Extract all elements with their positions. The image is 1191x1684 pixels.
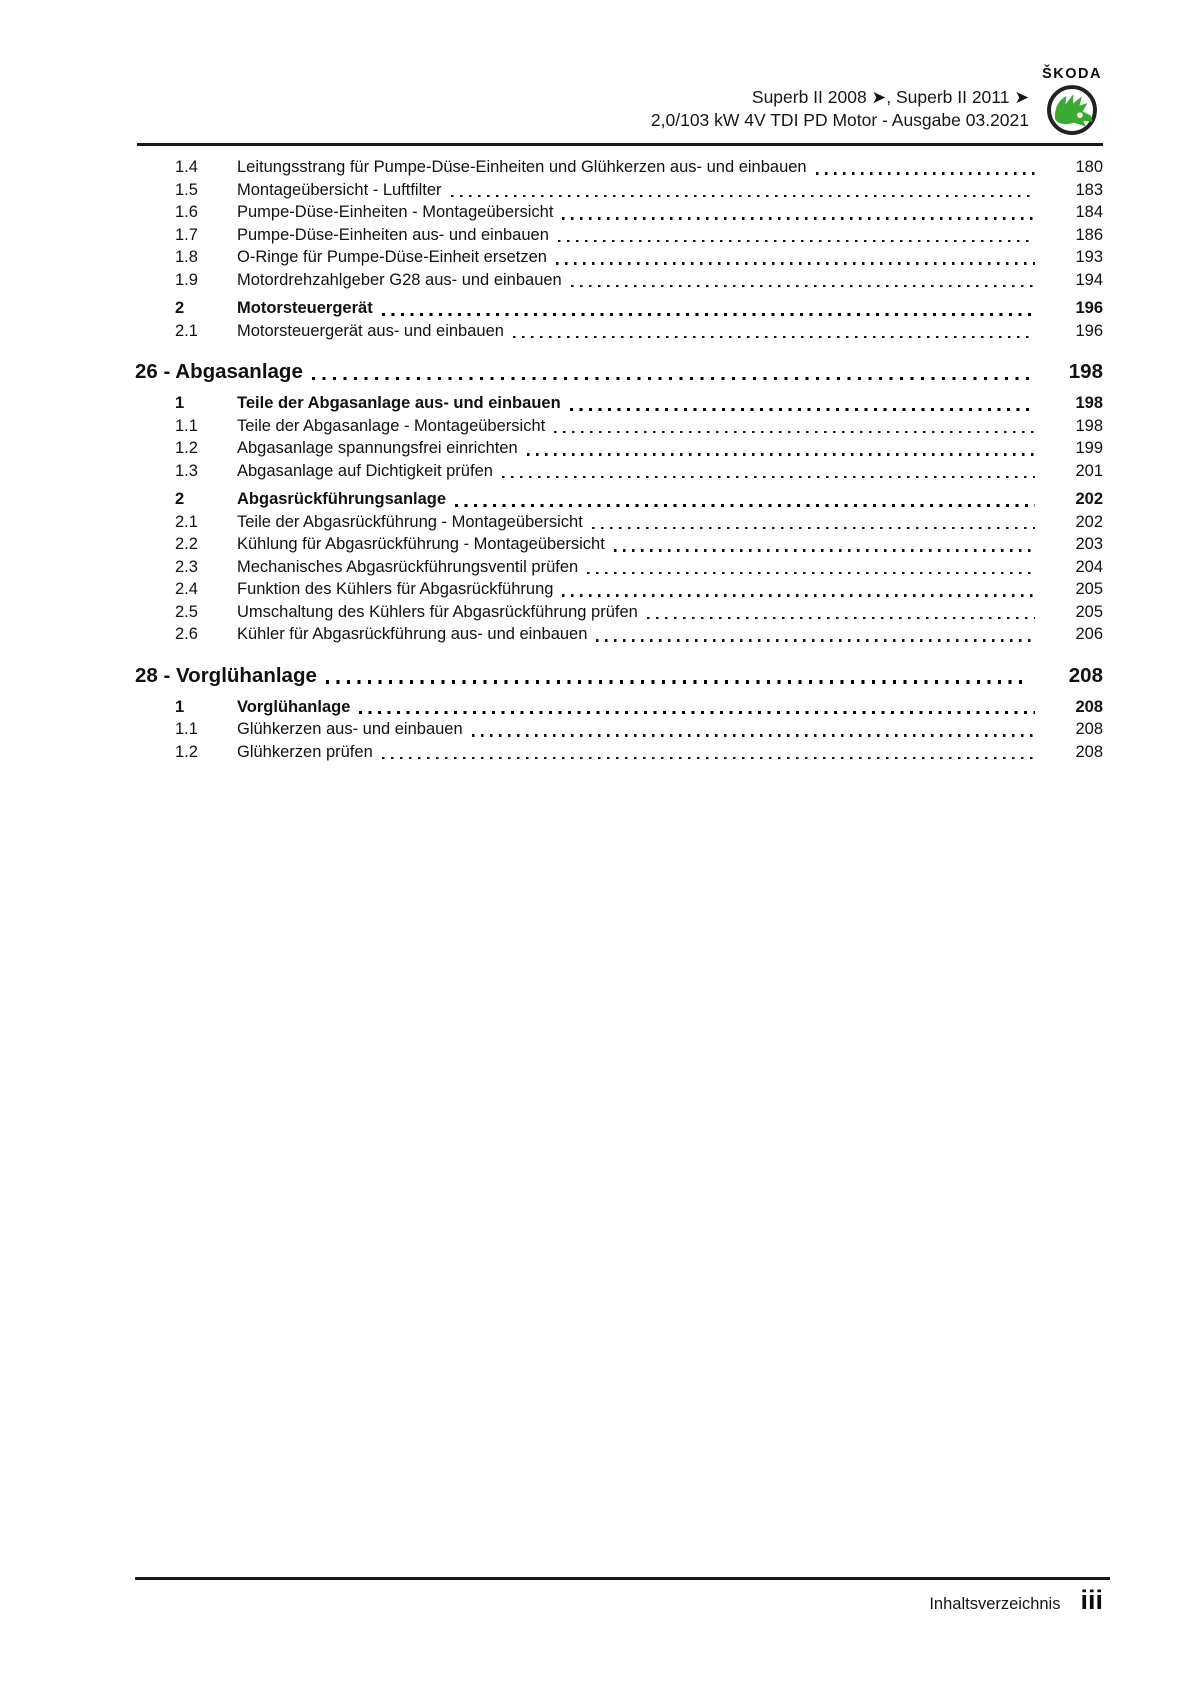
toc-dot-leader (455, 504, 1035, 507)
footer-section-label: Inhaltsverzeichnis (929, 1595, 1061, 1613)
toc-entry-title: Motorsteuergerät aus- und einbauen (237, 321, 504, 340)
toc-entry (135, 156, 1103, 179)
toc-entry (135, 578, 1103, 601)
toc-entry-title: Glühkerzen prüfen (237, 742, 373, 761)
toc-entry-page: 198 (1075, 416, 1103, 435)
toc-entry (135, 488, 1103, 511)
toc-entry-title: Kühlung für Abgasrückführung - Montageübersicht (237, 535, 605, 553)
toc-entry-page: 196 (1075, 321, 1103, 340)
toc-entry-title: Motorsteuergerät (237, 299, 373, 317)
toc-entry-page: 208 (1075, 742, 1103, 761)
toc-dot-leader (359, 711, 1035, 714)
toc-entry-number: 2.1 (175, 321, 198, 340)
toc-entry-title: Umschaltung des Kühlers für Abgasrückführung prüfen (237, 602, 638, 621)
toc-entry-number: 1 (175, 697, 185, 716)
toc-dot-leader (647, 617, 1035, 619)
toc-entry-page: 193 (1075, 248, 1103, 266)
header-divider (137, 143, 1103, 146)
toc-entry-page: 205 (1075, 602, 1103, 621)
toc-dot-leader (502, 476, 1035, 478)
toc-entry-page: 206 (1075, 625, 1103, 643)
toc-entry (135, 511, 1103, 534)
toc-dot-leader (592, 527, 1035, 529)
toc-entry (135, 415, 1103, 438)
toc-entry-title: Vorglühanlage (237, 697, 351, 716)
toc-entry-number: 1.7 (175, 225, 198, 244)
toc-dot-leader (816, 172, 1035, 174)
toc-entry-number: 1.3 (175, 461, 198, 480)
toc-entry-title: Mechanisches Abgasrückführungsventil prüfen (237, 557, 579, 576)
toc-entry-title: Glühkerzen aus- und einbauen (237, 720, 463, 738)
skoda-logo (1038, 66, 1106, 137)
toc-entry-number: 1.1 (175, 416, 198, 435)
toc-entry (135, 179, 1103, 202)
toc-entry (135, 460, 1103, 483)
toc-dot-leader (312, 377, 1029, 380)
toc-entry-title: Abgasanlage auf Dichtigkeit prüfen (237, 461, 493, 480)
toc-dot-leader (451, 195, 1035, 197)
toc-entry-page: 194 (1075, 270, 1103, 289)
toc-dot-leader (556, 262, 1035, 264)
toc-entry-number: 2.2 (175, 535, 198, 553)
toc-entry-number: 2.5 (175, 602, 198, 621)
toc-chapter-page: 198 (1068, 360, 1103, 383)
toc-entry-number: 2 (175, 299, 185, 317)
toc-dot-leader (382, 313, 1035, 316)
toc-entry-title: Teile der Abgasanlage aus- und einbauen (237, 394, 561, 412)
toc-entry (135, 601, 1103, 624)
toc-entry (135, 623, 1103, 646)
toc-entry-number: 2.4 (175, 580, 198, 598)
header-title-line1: Superb II 2008 ➤, Superb II 2011 ➤ (751, 87, 1029, 107)
toc-entry-number: 1.2 (175, 439, 198, 457)
toc-dot-leader (571, 285, 1035, 287)
skoda-logo-icon (1042, 83, 1102, 137)
toc-entry-number: 1.5 (175, 180, 198, 199)
toc-entry-number: 1.4 (175, 158, 198, 176)
toc-entry-title: Leitungsstrang für Pumpe-Düse-Einheiten und Glühkerzen aus- und einbauen (237, 158, 807, 176)
toc-dot-leader (596, 639, 1035, 641)
toc-entry-page: 208 (1075, 697, 1103, 716)
toc-chapter-page: 208 (1068, 663, 1103, 687)
toc-entry-number: 2.1 (175, 512, 198, 531)
toc-entry (135, 224, 1103, 247)
toc-entry (135, 297, 1103, 320)
toc-entry-number: 1 (175, 394, 185, 412)
toc-entry-page: 184 (1075, 203, 1103, 221)
toc-entry (135, 533, 1103, 556)
toc-entry-title: Teile der Abgasanlage - Montageübersicht (237, 416, 546, 435)
toc-chapter-heading (135, 358, 1103, 386)
toc-entry-page: 208 (1075, 720, 1103, 738)
toc-entry-number: 2.3 (175, 557, 198, 576)
toc-dot-leader (554, 431, 1035, 433)
toc-dot-leader (382, 757, 1035, 759)
toc-entry (135, 718, 1103, 741)
table-of-contents (135, 156, 1103, 763)
toc-entry (135, 741, 1103, 764)
toc-entry-page: 203 (1075, 535, 1103, 553)
toc-entry-title: Motordrehzahlgeber G28 aus- und einbauen (237, 270, 562, 289)
toc-dot-leader (587, 572, 1035, 574)
toc-chapter-label: 28 - Vorglühanlage (135, 663, 317, 687)
toc-entry-number: 1.8 (175, 248, 198, 266)
toc-entry (135, 201, 1103, 224)
toc-dot-leader (570, 408, 1035, 411)
toc-entry-title: Montageübersicht - Luftfilter (237, 180, 442, 199)
toc-dot-leader (562, 217, 1035, 219)
toc-entry-number: 1.9 (175, 270, 198, 289)
toc-entry-page: 186 (1075, 225, 1103, 244)
toc-entry-title: O-Ringe für Pumpe-Düse-Einheit ersetzen (237, 248, 547, 266)
toc-entry (135, 392, 1103, 415)
toc-dot-leader (326, 680, 1029, 683)
toc-entry-title: Funktion des Kühlers für Abgasrückführung (237, 580, 554, 598)
toc-dot-leader (472, 734, 1035, 736)
toc-entry-title: Abgasrückführungsanlage (237, 490, 447, 508)
toc-dot-leader (513, 336, 1035, 338)
toc-entry (135, 269, 1103, 292)
toc-entry-number: 2.6 (175, 625, 198, 643)
toc-entry-title: Kühler für Abgasrückführung aus- und einbauen (237, 625, 588, 643)
toc-entry-number: 2 (175, 490, 185, 508)
toc-dot-leader (562, 594, 1035, 596)
toc-entry-page: 183 (1075, 180, 1103, 199)
skoda-logo-wordmark: ŠKODA (1042, 66, 1102, 82)
page-footer (929, 1585, 1103, 1616)
footer-page-number: iii (1080, 1585, 1103, 1615)
toc-entry-number: 1.6 (175, 203, 198, 221)
toc-chapter-heading (135, 662, 1103, 690)
toc-entry (135, 556, 1103, 579)
toc-entry-page: 202 (1075, 512, 1103, 531)
page-header-title (651, 86, 1029, 132)
toc-dot-leader (558, 240, 1035, 242)
header-title-line2: 2,0/103 kW 4V TDI PD Motor - Ausgabe 03.2021 (650, 110, 1029, 130)
toc-entry-page: 198 (1075, 394, 1103, 412)
toc-entry-title: Pumpe-Düse-Einheiten aus- und einbauen (237, 225, 549, 244)
footer-divider (135, 1577, 1110, 1580)
toc-entry-title: Pumpe-Düse-Einheiten - Montageübersicht (237, 203, 554, 221)
toc-entry-page: 202 (1075, 490, 1103, 508)
toc-entry-title: Abgasanlage spannungsfrei einrichten (237, 439, 518, 457)
toc-entry-page: 201 (1075, 461, 1103, 480)
toc-entry (135, 437, 1103, 460)
toc-entry-page: 180 (1075, 158, 1103, 176)
toc-entry-page: 196 (1075, 299, 1103, 317)
toc-entry-number: 1.2 (175, 742, 198, 761)
toc-dot-leader (614, 549, 1035, 551)
toc-chapter-label: 26 - Abgasanlage (135, 360, 303, 383)
toc-entry-page: 205 (1075, 580, 1103, 598)
toc-entry (135, 320, 1103, 343)
toc-entry-number: 1.1 (175, 720, 198, 738)
toc-entry-page: 199 (1075, 439, 1103, 457)
toc-entry-title: Teile der Abgasrückführung - Montageübersicht (237, 512, 583, 531)
toc-entry (135, 696, 1103, 719)
toc-entry-page: 204 (1075, 557, 1103, 576)
toc-entry (135, 246, 1103, 269)
toc-dot-leader (527, 453, 1035, 455)
